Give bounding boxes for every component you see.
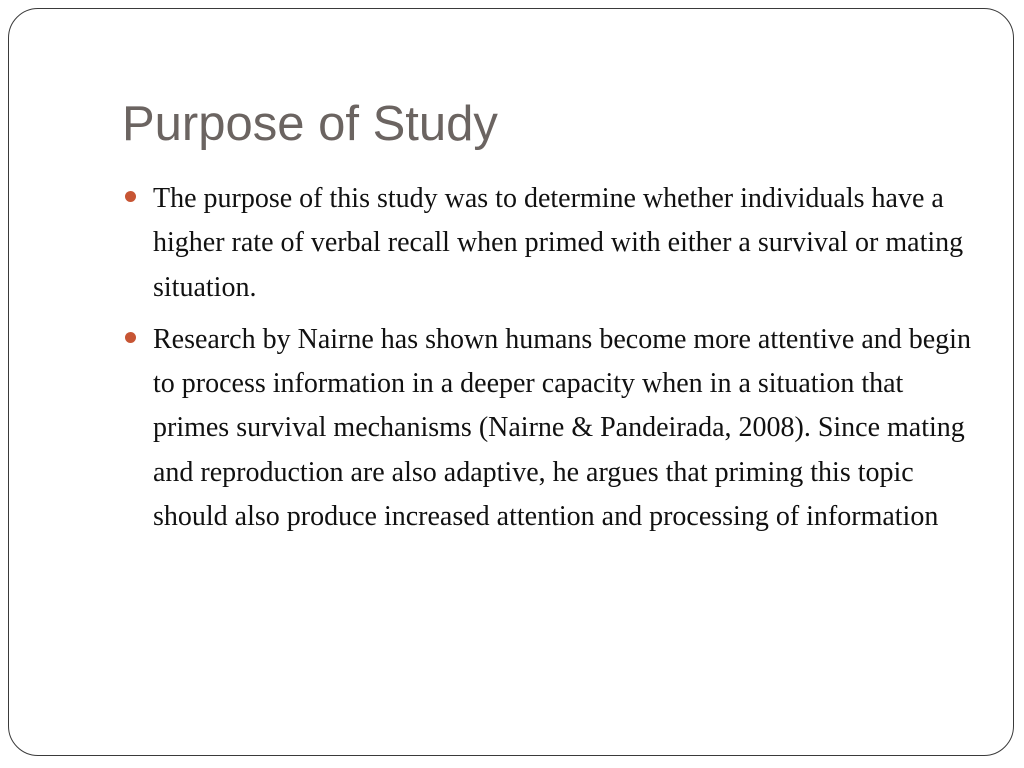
slide-frame <box>8 8 1014 756</box>
bullet-list <box>125 177 985 547</box>
bullet-text: The purpose of this study was to determine whether individuals have a higher rate of verbal recall when primed with either a survival or mating situation. <box>153 183 964 303</box>
bullet-dot-icon <box>125 191 136 202</box>
bullet-dot-icon <box>125 332 136 343</box>
bullet-text: Research by Nairne has shown humans become more attentive and begin to process information in a deeper capacity when in a situation that primes survival mechanisms (Nairne & Pandeirada, 2008). Since mating and reproduction are also adaptive, he argues that priming this topic should also produce increased attention and processing of information <box>153 323 971 533</box>
bullet-item <box>125 177 985 310</box>
slide-title: Purpose of Study <box>122 97 498 151</box>
bullet-item <box>125 318 985 539</box>
